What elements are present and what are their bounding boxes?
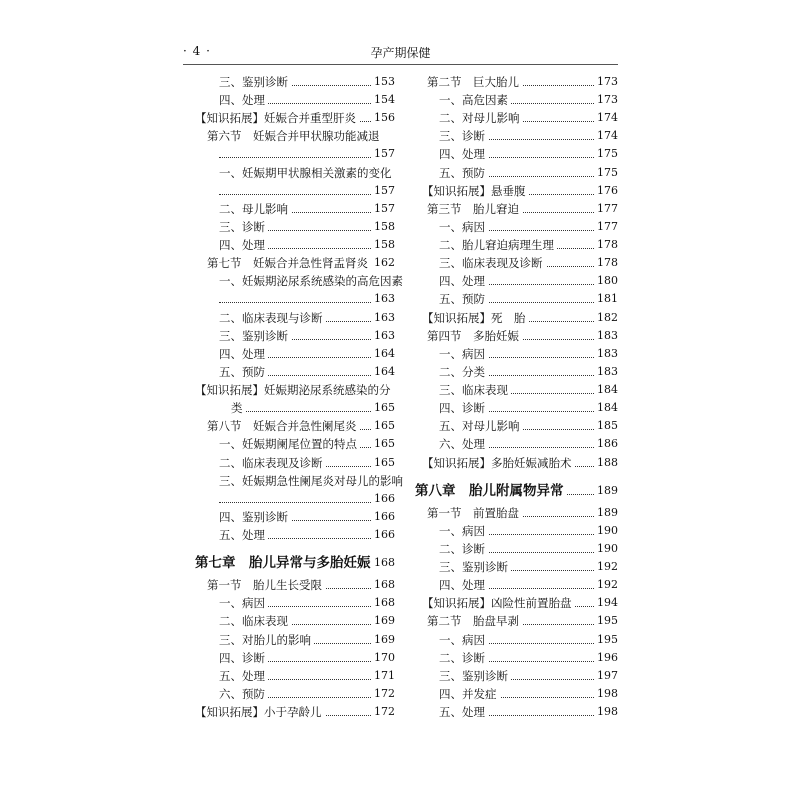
toc-entry bbox=[219, 273, 403, 289]
toc-entry-page: 196 bbox=[594, 650, 618, 666]
toc-entry bbox=[439, 704, 618, 720]
toc-entry bbox=[219, 74, 395, 90]
toc-entry-title: 二、诊断 bbox=[439, 541, 488, 557]
toc-entry bbox=[439, 632, 618, 648]
toc-entry-title: 三、鉴别诊断 bbox=[219, 328, 291, 344]
toc-entry bbox=[219, 92, 395, 108]
toc-entry-page: 166 bbox=[371, 509, 395, 525]
toc-entry bbox=[439, 541, 618, 557]
toc-entry-page: 195 bbox=[594, 613, 618, 629]
toc-entry-page: 185 bbox=[594, 418, 618, 434]
toc-entry-title: 四、处理 bbox=[219, 346, 268, 362]
toc-entry-page: 194 bbox=[594, 595, 618, 611]
toc-entry-page: 158 bbox=[371, 237, 395, 253]
toc-entry-title: 第七章 胎儿异常与多胎妊娠 bbox=[195, 553, 374, 573]
toc-entry-title: 四、处理 bbox=[439, 577, 488, 593]
toc-entry-title: 二、临床表现 bbox=[219, 613, 291, 629]
toc-entry-page: 198 bbox=[594, 704, 618, 720]
toc-entry bbox=[219, 668, 395, 684]
toc-entry-title: 四、鉴别诊断 bbox=[219, 509, 291, 525]
toc-entry-title: 【知识拓展】凶险性前置胎盘 bbox=[422, 595, 575, 611]
page-header bbox=[183, 44, 618, 65]
toc-entry bbox=[439, 237, 618, 253]
toc-entry-title: 三、临床表现 bbox=[439, 382, 511, 398]
toc-entry bbox=[427, 201, 618, 217]
toc-entry-page: 181 bbox=[594, 291, 618, 307]
toc-entry bbox=[219, 455, 395, 471]
toc-entry-title: 五、预防 bbox=[219, 364, 268, 380]
toc-entry-page: 153 bbox=[371, 74, 395, 90]
toc-entry-page: 183 bbox=[594, 328, 618, 344]
toc-entry bbox=[427, 74, 618, 90]
toc-entry bbox=[219, 219, 395, 235]
toc-entry-page: 175 bbox=[594, 146, 618, 162]
toc-entry-page: 190 bbox=[594, 541, 618, 557]
toc-entry-title: 四、处理 bbox=[439, 273, 488, 289]
toc-entry bbox=[427, 328, 618, 344]
toc-entry-title: 四、处理 bbox=[219, 92, 268, 108]
toc-entry-title: 五、预防 bbox=[439, 291, 488, 307]
toc-entry bbox=[439, 650, 618, 666]
toc-entry-page: 188 bbox=[594, 455, 618, 471]
toc-entry bbox=[207, 128, 395, 144]
toc-entry bbox=[219, 201, 395, 217]
toc-entry-title: 第三节 胎儿窘迫 bbox=[427, 201, 522, 217]
toc-entry-title: 六、处理 bbox=[439, 436, 488, 452]
toc-entry-page: 184 bbox=[594, 400, 618, 416]
running-title: 孕产期保健 bbox=[370, 46, 431, 60]
toc-entry bbox=[439, 219, 618, 235]
toc-entry-title: 五、预防 bbox=[439, 165, 488, 181]
toc-entry bbox=[422, 595, 618, 611]
toc-entry-title: 五、处理 bbox=[219, 527, 268, 543]
toc-entry-title: 一、高危因素 bbox=[439, 92, 511, 108]
toc-entry bbox=[439, 110, 618, 126]
toc-entry-title: 一、病因 bbox=[439, 523, 488, 539]
toc-entry-title: 三、鉴别诊断 bbox=[439, 559, 511, 575]
toc-entry-page: 198 bbox=[594, 686, 618, 702]
toc-entry-title: 五、处理 bbox=[219, 668, 268, 684]
toc-entry-title: 二、分类 bbox=[439, 364, 488, 380]
toc-entry-title: 二、对母儿影响 bbox=[439, 110, 523, 126]
toc-entry bbox=[219, 650, 395, 666]
toc-entry bbox=[439, 255, 618, 271]
toc-entry-title: 【知识拓展】妊娠期泌尿系统感染的分 bbox=[195, 383, 391, 398]
toc-entry-page: 165 bbox=[371, 418, 395, 434]
toc-entry bbox=[219, 491, 395, 507]
toc-entry bbox=[219, 328, 395, 344]
toc-entry bbox=[422, 310, 618, 326]
toc-entry-title: 一、病因 bbox=[439, 219, 488, 235]
toc-entry-page: 177 bbox=[594, 201, 618, 217]
dot-leader bbox=[219, 194, 395, 195]
toc-entry-title: 二、胎儿窘迫病理生理 bbox=[439, 237, 557, 253]
toc-entry bbox=[195, 382, 395, 398]
toc-entry-title: 四、诊断 bbox=[219, 650, 268, 666]
toc-chapter-entry bbox=[415, 481, 618, 501]
toc-entry bbox=[219, 632, 395, 648]
toc-entry-title: 三、鉴别诊断 bbox=[219, 74, 291, 90]
toc-entry-page: 186 bbox=[594, 436, 618, 452]
toc-entry-page: 166 bbox=[371, 491, 395, 507]
dot-leader bbox=[219, 502, 395, 503]
toc-entry-page: 157 bbox=[371, 201, 395, 217]
toc-entry bbox=[219, 183, 395, 199]
toc-entry-title: 类 bbox=[231, 400, 246, 416]
toc-entry bbox=[439, 273, 618, 289]
toc-entry bbox=[219, 473, 403, 489]
toc-entry-page: 169 bbox=[371, 613, 395, 629]
toc-entry-page: 171 bbox=[371, 668, 395, 684]
toc-entry-page: 189 bbox=[594, 505, 618, 521]
toc-entry-page: 174 bbox=[594, 110, 618, 126]
dot-leader bbox=[219, 157, 395, 158]
toc-entry bbox=[219, 310, 395, 326]
toc-entry-title: 一、妊娠期甲状腺相关激素的变化 bbox=[219, 165, 392, 180]
toc-entry-page: 163 bbox=[371, 310, 395, 326]
page-number: · 4 · bbox=[183, 44, 211, 58]
toc-entry bbox=[439, 400, 618, 416]
toc-entry bbox=[439, 668, 618, 684]
toc-entry bbox=[439, 577, 618, 593]
toc-entry-page: 182 bbox=[594, 310, 618, 326]
toc-entry-page: 168 bbox=[371, 595, 395, 611]
toc-entry-page: 157 bbox=[371, 183, 395, 199]
toc-entry bbox=[219, 291, 395, 307]
toc-entry-page: 169 bbox=[371, 632, 395, 648]
toc-entry-page: 170 bbox=[371, 650, 395, 666]
toc-entry-page: 192 bbox=[594, 559, 618, 575]
toc-entry-page: 175 bbox=[594, 165, 618, 181]
toc-entry-page: 173 bbox=[594, 92, 618, 108]
toc-entry bbox=[439, 418, 618, 434]
toc-entry-page: 164 bbox=[371, 364, 395, 380]
toc-entry-page: 163 bbox=[371, 291, 395, 307]
toc-entry bbox=[439, 559, 618, 575]
toc-entry bbox=[195, 110, 395, 126]
toc-entry-title: 第七节 妊娠合并急性肾盂肾炎 bbox=[207, 255, 371, 271]
toc-entry-title: 一、病因 bbox=[439, 346, 488, 362]
toc-entry bbox=[439, 686, 618, 702]
toc-entry-title: 三、诊断 bbox=[439, 128, 488, 144]
toc-entry-title: 【知识拓展】小于孕龄儿 bbox=[195, 704, 325, 720]
toc-entry-page: 192 bbox=[594, 577, 618, 593]
toc-entry bbox=[219, 346, 395, 362]
toc-entry-title: 六、预防 bbox=[219, 686, 268, 702]
toc-entry bbox=[439, 523, 618, 539]
toc-entry-title: 五、处理 bbox=[439, 704, 488, 720]
toc-entry bbox=[219, 146, 395, 162]
toc-entry-title: 三、临床表现及诊断 bbox=[439, 255, 546, 271]
toc-entry-title: 四、处理 bbox=[219, 237, 268, 253]
toc-entry-title: 二、临床表现及诊断 bbox=[219, 455, 326, 471]
toc-entry bbox=[439, 128, 618, 144]
toc-entry-page: 164 bbox=[371, 346, 395, 362]
toc-entry-title: 第二节 巨大胎儿 bbox=[427, 74, 522, 90]
toc-entry-title: 一、妊娠期阑尾位置的特点 bbox=[219, 436, 360, 452]
toc-entry bbox=[439, 146, 618, 162]
toc-entry-title: 一、病因 bbox=[439, 632, 488, 648]
toc-entry-title: 【知识拓展】悬垂腹 bbox=[422, 183, 529, 199]
toc-entry bbox=[231, 400, 395, 416]
toc-entry-page: 184 bbox=[594, 382, 618, 398]
toc-entry-page: 172 bbox=[371, 704, 395, 720]
toc-entry-title: 四、处理 bbox=[439, 146, 488, 162]
toc-entry-title: 第八节 妊娠合并急性阑尾炎 bbox=[207, 418, 360, 434]
toc-entry bbox=[219, 595, 395, 611]
toc-entry-title: 【知识拓展】多胎妊娠减胎术 bbox=[422, 455, 575, 471]
toc-entry-title: 二、诊断 bbox=[439, 650, 488, 666]
toc-entry-title: 二、母儿影响 bbox=[219, 201, 291, 217]
dot-leader bbox=[219, 302, 395, 303]
toc-entry-page: 180 bbox=[594, 273, 618, 289]
toc-entry bbox=[219, 509, 395, 525]
toc-entry-title: 【知识拓展】死 胎 bbox=[422, 310, 529, 326]
toc-entry-page: 172 bbox=[371, 686, 395, 702]
toc-entry-title: 第一节 前置胎盘 bbox=[427, 505, 522, 521]
toc-entry-page: 178 bbox=[594, 237, 618, 253]
toc-entry-title: 【知识拓展】妊娠合并重型肝炎 bbox=[195, 110, 359, 126]
toc-entry-title: 三、对胎儿的影响 bbox=[219, 632, 314, 648]
toc-entry-page: 165 bbox=[371, 436, 395, 452]
toc-entry-page: 168 bbox=[371, 553, 395, 573]
toc-entry bbox=[439, 382, 618, 398]
toc-entry bbox=[219, 613, 395, 629]
toc-entry bbox=[439, 165, 618, 181]
toc-entry bbox=[422, 183, 618, 199]
toc-entry-page: 190 bbox=[594, 523, 618, 539]
toc-entry bbox=[219, 165, 395, 181]
toc-entry bbox=[219, 686, 395, 702]
toc-entry bbox=[439, 364, 618, 380]
toc-entry-page: 197 bbox=[594, 668, 618, 684]
toc-entry bbox=[439, 436, 618, 452]
toc-chapter-entry bbox=[195, 553, 395, 573]
toc-entry-page: 165 bbox=[371, 400, 395, 416]
toc-entry-page: 183 bbox=[594, 346, 618, 362]
toc-entry-page: 166 bbox=[371, 527, 395, 543]
toc-entry-page: 189 bbox=[594, 481, 618, 501]
toc-entry bbox=[207, 255, 395, 271]
toc-entry-page: 168 bbox=[371, 577, 395, 593]
toc-entry-title: 第二节 胎盘早剥 bbox=[427, 613, 522, 629]
toc-entry bbox=[439, 346, 618, 362]
toc-entry bbox=[219, 237, 395, 253]
toc-entry-title: 四、并发症 bbox=[439, 686, 500, 702]
toc-entry-title: 三、鉴别诊断 bbox=[439, 668, 511, 684]
toc-entry-title: 第一节 胎儿生长受限 bbox=[207, 577, 325, 593]
toc-entry-page: 158 bbox=[371, 219, 395, 235]
toc-entry-page: 178 bbox=[594, 255, 618, 271]
toc-entry-title: 二、临床表现与诊断 bbox=[219, 310, 326, 326]
toc-entry-page: 154 bbox=[371, 92, 395, 108]
toc-entry-page: 163 bbox=[371, 328, 395, 344]
toc-entry bbox=[439, 92, 618, 108]
toc-entry-page: 176 bbox=[594, 183, 618, 199]
toc-entry-title: 三、诊断 bbox=[219, 219, 268, 235]
toc-entry-page: 183 bbox=[594, 364, 618, 380]
toc-entry bbox=[219, 527, 395, 543]
toc-entry bbox=[427, 505, 618, 521]
toc-entry bbox=[422, 455, 618, 471]
toc-entry-page: 173 bbox=[594, 74, 618, 90]
toc-entry-title: 三、妊娠期急性阑尾炎对母儿的影响 bbox=[219, 473, 403, 488]
toc-entry-title: 一、妊娠期泌尿系统感染的高危因素 bbox=[219, 274, 403, 289]
toc-entry bbox=[427, 613, 618, 629]
toc-entry bbox=[207, 577, 395, 593]
toc-entry-page: 156 bbox=[371, 110, 395, 126]
toc-entry-title: 四、诊断 bbox=[439, 400, 488, 416]
toc-entry-page: 177 bbox=[594, 219, 618, 235]
toc-entry bbox=[195, 704, 395, 720]
toc-entry bbox=[207, 418, 395, 434]
toc-entry-page: 174 bbox=[594, 128, 618, 144]
toc-entry bbox=[219, 436, 395, 452]
toc-entry-page: 157 bbox=[371, 146, 395, 162]
toc-entry-title: 五、对母儿影响 bbox=[439, 418, 523, 434]
toc-entry-title: 第四节 多胎妊娠 bbox=[427, 328, 522, 344]
toc-entry bbox=[439, 291, 618, 307]
toc-entry-title: 第八章 胎儿附属物异常 bbox=[415, 481, 567, 501]
toc-entry bbox=[219, 364, 395, 380]
toc-entry-title: 第六节 妊娠合并甲状腺功能减退 bbox=[207, 129, 380, 144]
toc-entry-page: 195 bbox=[594, 632, 618, 648]
toc-entry-page: 162 bbox=[371, 255, 395, 271]
toc-entry-page: 165 bbox=[371, 455, 395, 471]
toc-entry-title: 一、病因 bbox=[219, 595, 268, 611]
